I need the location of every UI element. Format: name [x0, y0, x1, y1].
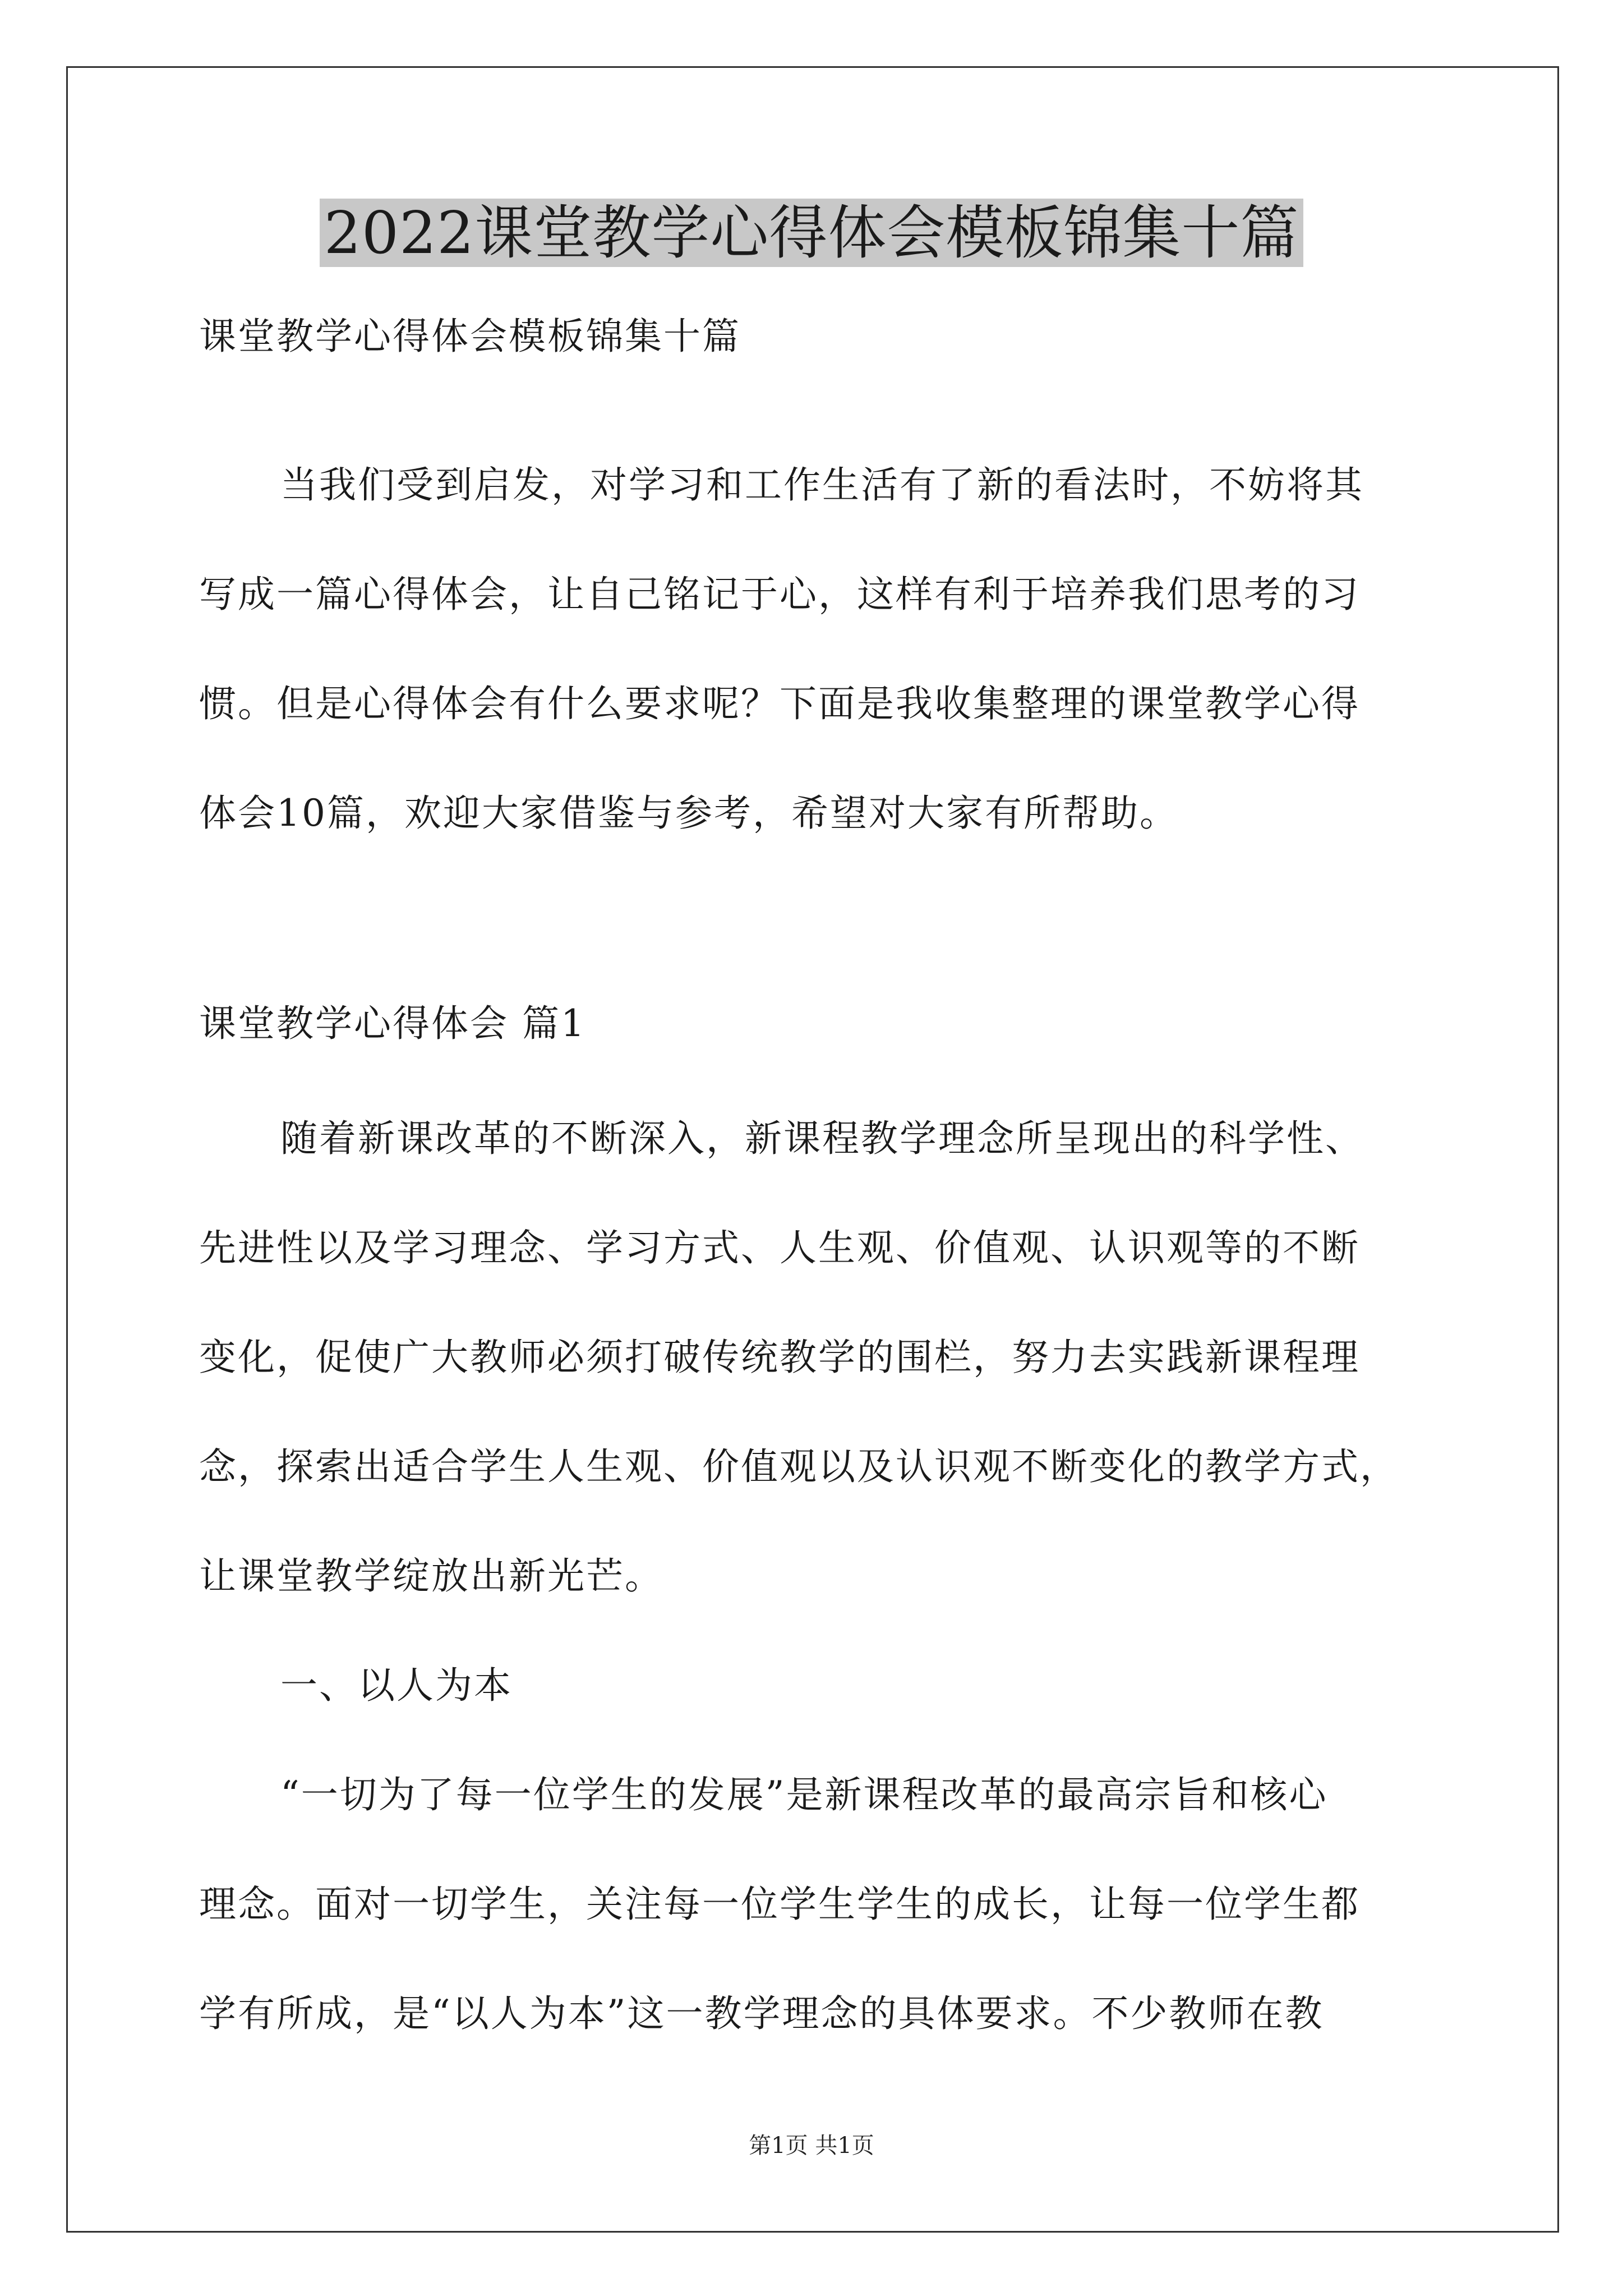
document-subtitle: 课堂教学心得体会模板锦集十篇: [199, 315, 741, 358]
intro-line-4: 体会10篇，欢迎大家借鉴与参考，希望对大家有所帮助。: [199, 792, 1178, 835]
document-title-text: 2022课堂教学心得体会模板锦集十篇: [320, 199, 1304, 267]
para2-line-1: “一切为了每一位学生的发展”是新课程改革的最高宗旨和核心: [280, 1773, 1328, 1816]
para1-line-5: 让课堂教学绽放出新光芒。: [199, 1554, 663, 1598]
para1-line-4: 念，探索出适合学生人生观、价值观以及认识观不断变化的教学方式，: [199, 1445, 1399, 1488]
intro-line-1: 当我们受到启发，对学习和工作生活有了新的看法时，不妨将其: [280, 463, 1364, 507]
subheading: 一、以人为本: [280, 1664, 513, 1707]
para2-line-2: 理念。面对一切学生，关注每一位学生学生的成长，让每一位学生都: [199, 1883, 1360, 1926]
document-title: [0, 194, 1623, 272]
intro-line-2: 写成一篇心得体会，让自己铭记于心，这样有利于培养我们思考的习: [199, 573, 1360, 616]
section-heading: 课堂教学心得体会 篇1: [199, 1002, 586, 1045]
para1-line-3: 变化，促使广大教师必须打破传统教学的围栏，努力去实践新课程理: [199, 1336, 1360, 1379]
para1-line-2: 先进性以及学习理念、学习方式、人生观、价值观、认识观等的不断: [199, 1226, 1360, 1269]
para2-line-3: 学有所成，是“以人为本”这一教学理念的具体要求。不少教师在教: [199, 1992, 1324, 2035]
page-footer: 第1页 共1页: [749, 2133, 874, 2159]
intro-line-3: 惯。但是心得体会有什么要求呢？下面是我收集整理的课堂教学心得: [199, 682, 1360, 725]
para1-line-1: 随着新课改革的不断深入，新课程教学理念所呈现出的科学性、: [280, 1117, 1364, 1160]
